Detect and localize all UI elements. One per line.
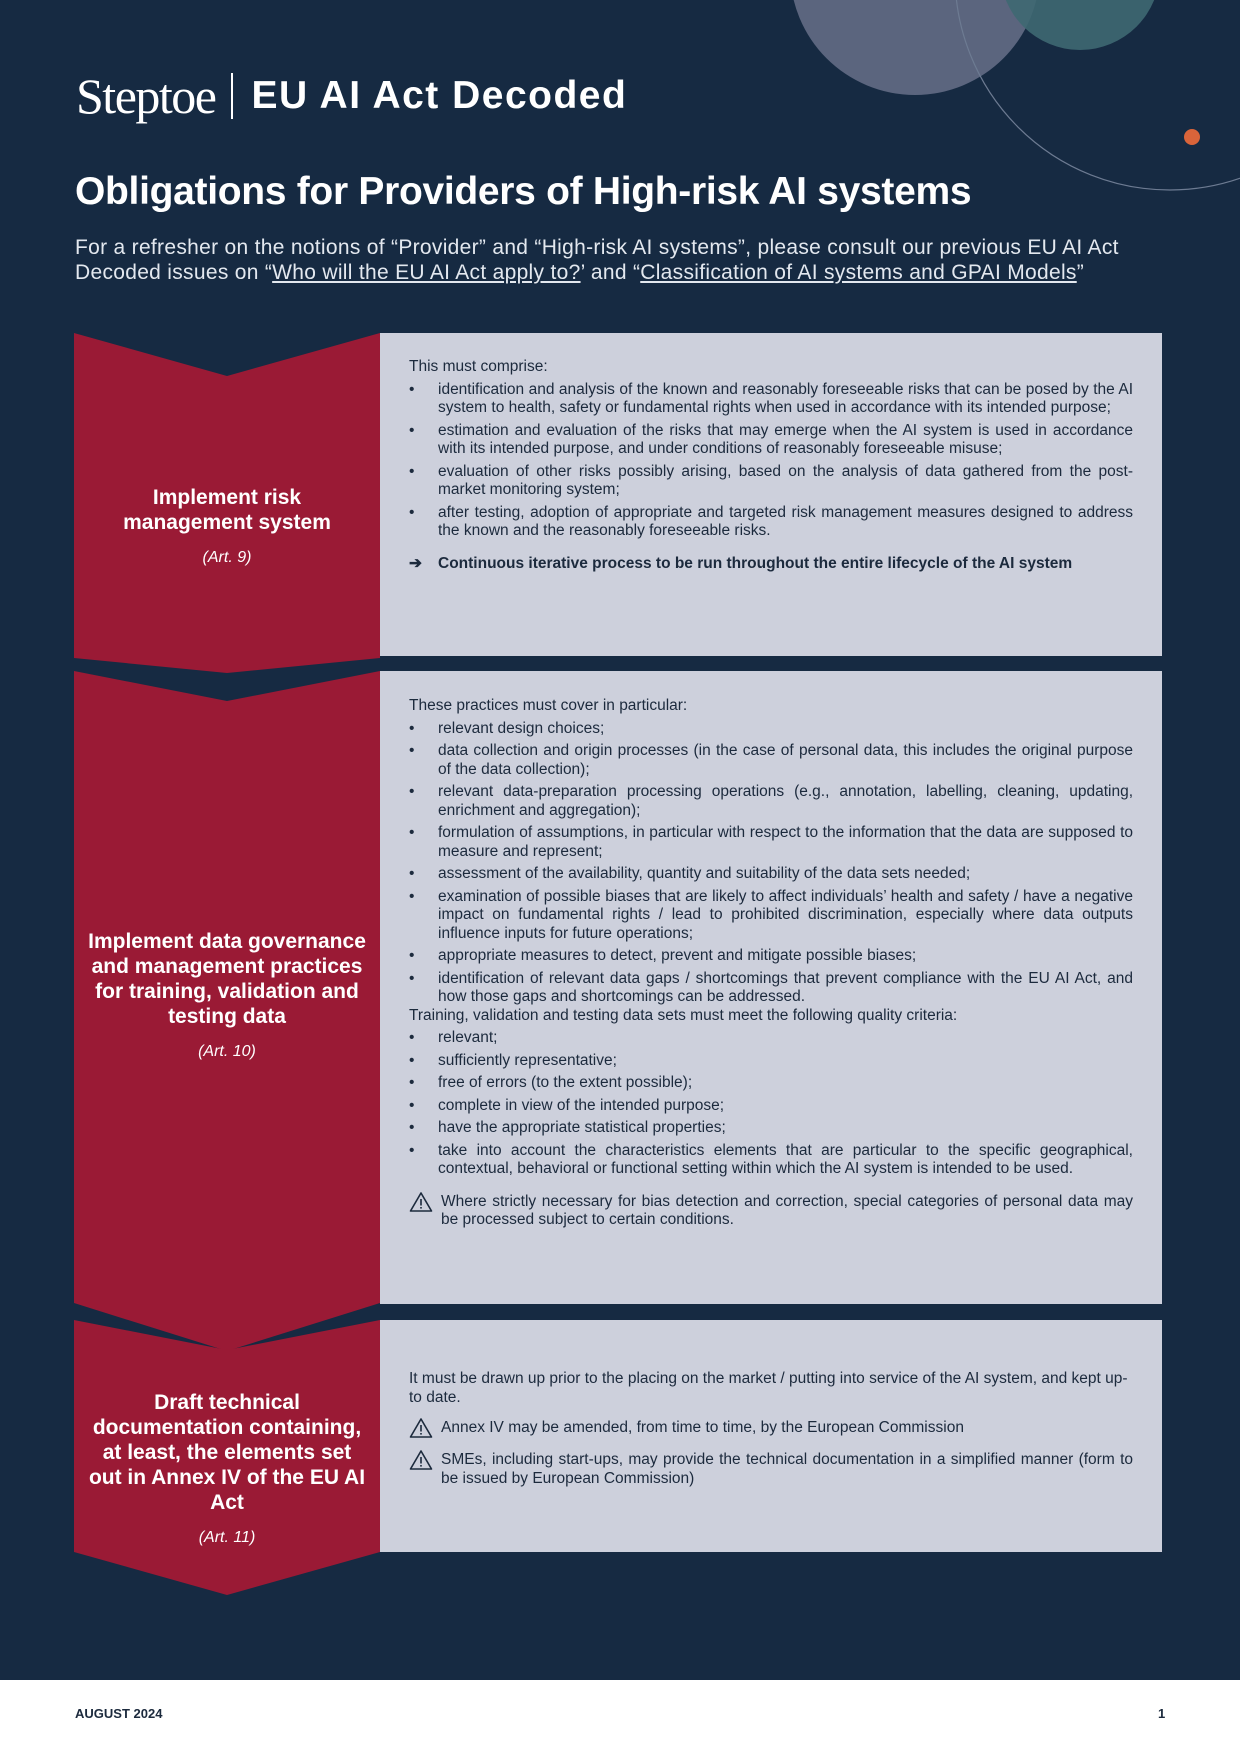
deco-circle-large	[790, 0, 1040, 95]
list-item: • free of errors (to the extent possible);	[409, 1074, 1133, 1093]
article-reference: (Art. 10)	[198, 1043, 256, 1060]
intro-text-3: ”	[1076, 261, 1085, 284]
section-label-panel	[74, 333, 380, 673]
note-text: SMEs, including start-ups, may provide the technical documentation in a simplified manner (form to be issued by European Commission)	[441, 1451, 1133, 1487]
section-label-panel	[74, 671, 380, 1351]
section-content	[380, 1320, 1162, 1552]
link-who-will-apply[interactable]: Who will the EU AI Act apply to?	[272, 261, 581, 284]
content-intro: These practices must cover in particular:	[409, 697, 688, 714]
content-intro-quality: Training, validation and testing data sets must meet the following quality criteria:	[409, 1006, 958, 1024]
section-label	[74, 1390, 380, 1547]
list-item: • take into account the characteristics elements that are particular to the specific geographical, contextual, behavioral or functional setting within which the AI system is intended to be used.	[409, 1142, 1133, 1179]
bullet-list-quality	[409, 1029, 1133, 1179]
section-content	[380, 333, 1162, 656]
conclusion-text: Continuous iterative process to be run throughout the entire lifecycle of the AI system	[438, 554, 1073, 572]
list-item: • sufficiently representative;	[409, 1052, 1133, 1071]
bullet-list	[409, 720, 1133, 1007]
intro-text-1: For a refresher on the notions of “Provider” and “High-risk AI systems”, please consult our previous EU AI Act Decoded issues on “	[75, 236, 1119, 284]
list-item: • evaluation of other risks possibly arising, based on the analysis of data gathered from the post-market monitoring system;	[409, 463, 1133, 500]
article-reference: (Art. 11)	[198, 1529, 256, 1546]
brand-header	[76, 66, 627, 126]
warning-icon	[409, 1417, 433, 1439]
section-content	[380, 671, 1162, 1304]
page-title: Obligations for Providers of High-risk AI systems	[75, 170, 972, 213]
list-item: • relevant design choices;	[409, 720, 1133, 739]
page-number: 1	[1158, 1706, 1166, 1721]
list-item: • examination of possible biases that are likely to affect individuals’ health and safety / have a negative impact on fundamental rights / lead to prohibited discrimination, especially where data outputs influence inputs for future operations;	[409, 888, 1133, 944]
note	[409, 1193, 1133, 1230]
brand-divider	[231, 73, 233, 119]
list-item: • complete in view of the intended purpose;	[409, 1097, 1133, 1116]
article-reference: (Art. 9)	[202, 549, 252, 566]
note-text: Where strictly necessary for bias detection and correction, special categories of personal data may be processed subject to certain conditions.	[441, 1192, 1133, 1228]
bullet-list	[409, 381, 1133, 541]
intro-text-2: ’ and “	[580, 261, 641, 284]
note-text: Annex IV may be amended, from time to time, by the European Commission	[441, 1419, 964, 1436]
list-item: • formulation of assumptions, in particular with respect to the information that the data are supposed to measure and represent;	[409, 824, 1133, 861]
steptoe-logo: Steptoe	[76, 68, 216, 124]
section-title: Implement data governance and management practices for training, validation and testing data	[88, 930, 366, 1028]
list-item: • relevant data-preparation processing operations (e.g., annotation, labelling, cleaning, updating, enrichment and aggregation);	[409, 783, 1133, 820]
list-item: • estimation and evaluation of the risks that may emerge when the AI system is used in accordance with its intended purpose, and under conditions of reasonably foreseeable misuse;	[409, 422, 1133, 459]
conclusion	[409, 555, 1133, 574]
link-classification[interactable]: Classification of AI systems and GPAI Models	[640, 261, 1077, 284]
deco-circle-teal	[1000, 0, 1160, 50]
list-item: • after testing, adoption of appropriate and targeted risk management measures designed to address the known and the reasonably foreseeable risks.	[409, 504, 1133, 541]
list-item: • identification of relevant data gaps / shortcomings that prevent compliance with the EU AI Act, and how those gaps and shortcomings can be addressed.	[409, 970, 1133, 1007]
intro-paragraph	[75, 235, 1175, 285]
list-item: • relevant;	[409, 1029, 1133, 1048]
section-label	[74, 929, 380, 1061]
note	[409, 1419, 1133, 1439]
list-item: • appropriate measures to detect, prevent and mitigate possible biases;	[409, 947, 1133, 966]
publication-title: EU AI Act Decoded	[251, 74, 628, 117]
warning-icon	[409, 1449, 433, 1471]
content-intro: It must be drawn up prior to the placing on the market / putting into service of the AI system, and kept up-to date.	[409, 1370, 1128, 1406]
section-title: Draft technical documentation containing, at least, the elements set out in Annex IV of the EU AI Act	[88, 1391, 366, 1514]
section-title: Implement risk management system	[123, 486, 331, 534]
arrow-right-icon: ➔	[409, 554, 422, 572]
section-label-panel	[74, 1320, 380, 1595]
list-item: • assessment of the availability, quantity and suitability of the data sets needed;	[409, 865, 1133, 884]
footer-date: AUGUST 2024	[75, 1706, 163, 1721]
content-intro: This must comprise:	[409, 358, 548, 375]
list-item: • identification and analysis of the known and reasonably foreseeable risks that can be posed by the AI system to health, safety or fundamental rights when used in accordance with its intended purpose;	[409, 381, 1133, 418]
note	[409, 1451, 1133, 1488]
deco-orange-dot	[1184, 129, 1200, 145]
warning-icon	[409, 1191, 433, 1213]
section-label	[74, 485, 380, 567]
list-item: • have the appropriate statistical properties;	[409, 1119, 1133, 1138]
list-item: • data collection and origin processes (in the case of personal data, this includes the original purpose of the data collection);	[409, 742, 1133, 779]
